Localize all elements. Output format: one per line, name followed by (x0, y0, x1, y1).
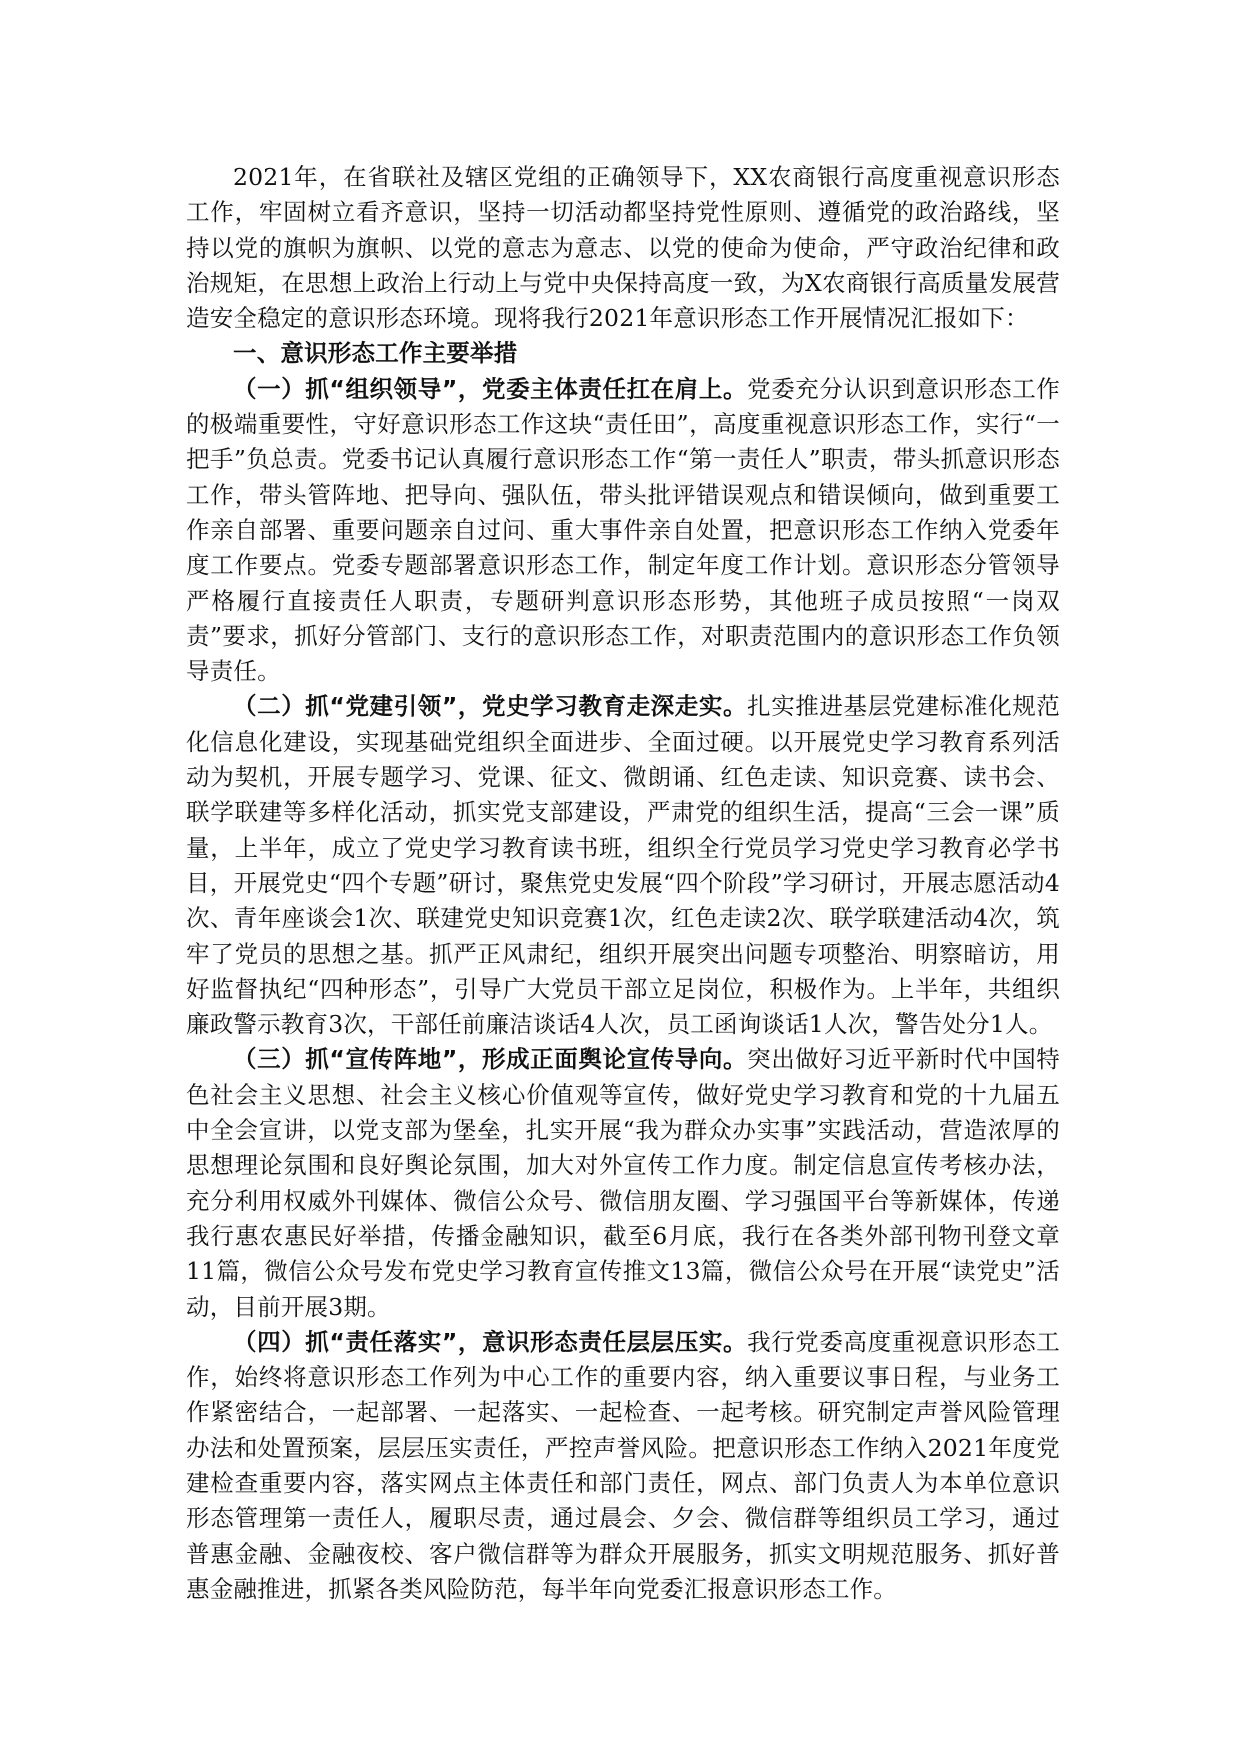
section-lead-4: （四）抓“责任落实”，意识形态责任层层压实。 (233, 1327, 748, 1356)
document-body (186, 160, 1060, 1607)
section-lead-2: （二）抓“党建引领”，党史学习教育走深走实。 (233, 692, 748, 721)
section-body-4: 我行党委高度重视意识形态工作，始终将意识形态工作列为中心工作的重要内容，纳入重要议事日程，与业务工作紧密结合，一起部署、一起落实、一起检查、一起考核。研究制定声誉风险管理办法和处置预案，层层压实责任，严控声誉风险。把意识形态工作纳入2021年度党建检查重要内容，落实网点主体责任和部门责任，网点、部门负责人为本单位意识形态管理第一责任人，履职尽责，通过晨会、夕会、微信群等组织员工学习，通过普惠金融、金融夜校、客户微信群等为群众开展服务，抓实文明规范服务、抓好普惠金融推进，抓紧各类风险防范，每半年向党委汇报意识形态工作。 (186, 1327, 1060, 1603)
section-body-3: 突出做好习近平新时代中国特色社会主义思想、社会主义核心价值观等宣传，做好党史学习教育和党的十九届五中全会宣讲，以党支部为堡垒，扎实开展“我为群众办实事”实践活动，营造浓厚的思想理论氛围和良好舆论氛围，加大对外宣传工作力度。制定信息宣传考核办法，充分利用权威外刊媒体、微信公众号、微信朋友圈、学习强国平台等新媒体，传递我行惠农惠民好举措，传播金融知识，截至6月底，我行在各类外部刊物刊登文章11篇，微信公众号发布党史学习教育宣传推文13篇，微信公众号在开展“读党史”活动，目前开展3期。 (186, 1045, 1060, 1321)
section-paragraph-1 (186, 372, 1060, 690)
section-paragraph-4 (186, 1325, 1060, 1607)
intro-paragraph: 2021年，在省联社及辖区党组的正确领导下，XX农商银行高度重视意识形态工作，牢固树立看齐意识，坚持一切活动都坚持党性原则、遵循党的政治路线，坚持以党的旗帜为旗帜、以党的意志为意志、以党的使命为使命，严守政治纪律和政治规矩，在思想上政治上行动上与党中央保持高度一致，为X农商银行高质量发展营造安全稳定的意识形态环境。现将我行2021年意识形态工作开展情况汇报如下： (186, 163, 1060, 333)
section-lead-1: （一）抓“组织领导”，党委主体责任扛在肩上。 (233, 374, 748, 403)
section-body-1: 党委充分认识到意识形态工作的极端重要性，守好意识形态工作这块“责任田”，高度重视意识形态工作，实行“一把手”负总责。党委书记认真履行意识形态工作“第一责任人”职责，带头抓意识形态工作，带头管阵地、把导向、强队伍，带头批评错误观点和错误倾向，做到重要工作亲自部署、重要问题亲自过问、重大事件亲自处置，把意识形态工作纳入党委年度工作要点。党委专题部署意识形态工作，制定年度工作计划。意识形态分管领导严格履行直接责任人职责，专题研判意识形态形势，其他班子成员按照“一岗双责”要求，抓好分管部门、支行的意识形态工作，对职责范围内的意识形态工作负领导责任。 (186, 374, 1060, 686)
section-heading: 一、意识形态工作主要举措 (233, 339, 518, 368)
section-paragraph-2 (186, 689, 1060, 1042)
section-paragraph-3 (186, 1042, 1060, 1324)
section-lead-3: （三）抓“宣传阵地”，形成正面舆论宣传导向。 (233, 1045, 748, 1074)
section-body-2: 扎实推进基层党建标准化规范化信息化建设，实现基础党组织全面进步、全面过硬。以开展党史学习教育系列活动为契机，开展专题学习、党课、征文、微朗诵、红色走读、知识竞赛、读书会、联学联建等多样化活动，抓实党支部建设，严肃党的组织生活，提高“三会一课”质量，上半年，成立了党史学习教育读书班，组织全行党员学习党史学习教育必学书目，开展党史“四个专题”研讨，聚焦党史发展“四个阶段”学习研讨，开展志愿活动4次、青年座谈会1次、联建党史知识竞赛1次，红色走读2次、联学联建活动4次，筑牢了党员的思想之基。抓严正风肃纪，组织开展突出问题专项整治、明察暗访，用好监督执纪“四种形态”，引导广大党员干部立足岗位，积极作为。上半年，共组织廉政警示教育3次，干部任前廉洁谈话4人次，员工函询谈话1人次，警告处分1人。 (186, 692, 1060, 1039)
